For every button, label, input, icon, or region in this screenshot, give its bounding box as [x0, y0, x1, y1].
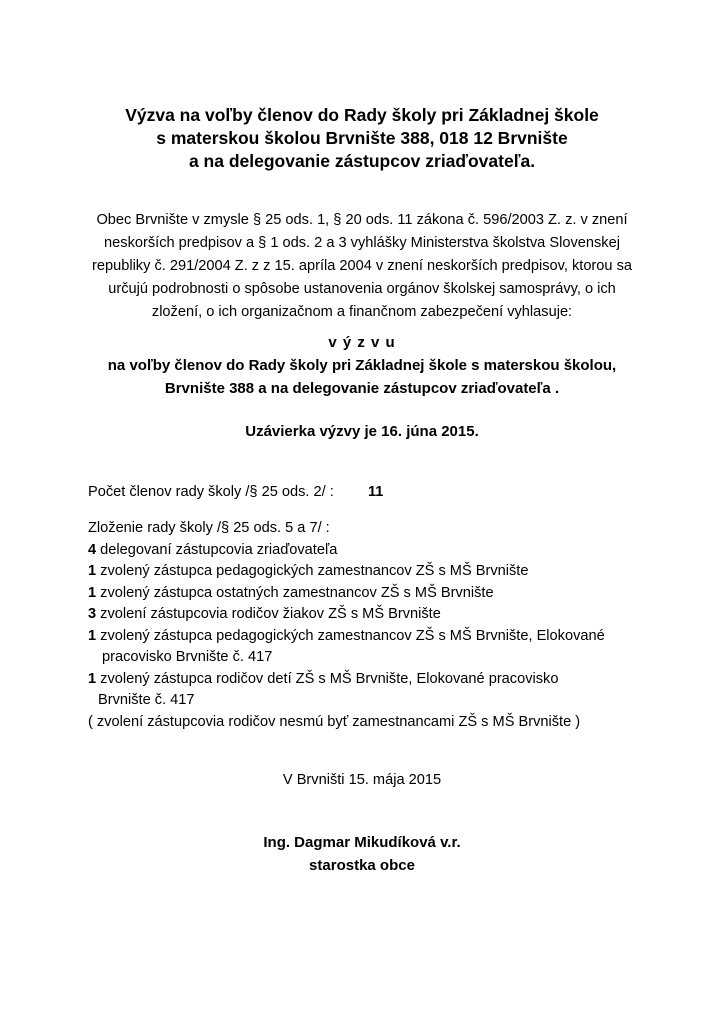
- call-block: [0, 331, 724, 400]
- intro-line: neskorších predpisov a § 1 ods. 2 a 3 vyhlášky Ministerstva školstva Slovenskej: [104, 235, 620, 251]
- composition-item-count: 1: [88, 584, 97, 601]
- composition-item: [88, 626, 605, 648]
- composition-item-count: 1: [88, 670, 97, 687]
- place-date: V Brvništi 15. mája 2015: [282, 772, 442, 788]
- composition-item-continuation: pracovisko Brvnište č. 417: [102, 649, 273, 665]
- member-count-label: Počet členov rady školy /§ 25 ods. 2/ :: [88, 484, 334, 500]
- composition-item-continuation: Brvnište č. 417: [98, 692, 195, 708]
- composition-item-count: 1: [88, 627, 97, 644]
- intro-paragraph: [70, 209, 654, 324]
- document-title: [0, 104, 724, 173]
- composition-item-count: 3: [88, 606, 97, 622]
- composition-item-text: zvolený zástupca ostatných zamestnancov ZŠ s MŠ Brvnište: [96, 584, 494, 601]
- signature-block: [0, 831, 724, 877]
- intro-line: Obec Brvnište v zmysle § 25 ods. 1, § 20 ods. 11 zákona č. 596/2003 Z. z. v znení: [96, 212, 628, 228]
- composition-block: [88, 518, 605, 733]
- composition-item: [88, 604, 605, 626]
- composition-item-text: zvolený zástupca pedagogických zamestnancov ZŠ s MŠ Brvnište: [96, 563, 529, 579]
- composition-item: [88, 669, 605, 691]
- composition-item-text: zvolený zástupca pedagogických zamestnancov ZŠ s MŠ Brvnište, Elokované: [96, 627, 605, 644]
- composition-item: [88, 583, 605, 605]
- title-line-1: Výzva na voľby členov do Rady školy pri Základnej škole: [125, 105, 599, 125]
- member-count-value: 11: [368, 484, 384, 500]
- composition-heading: Zloženie rady školy /§ 25 ods. 5 a 7/ :: [88, 520, 330, 536]
- composition-note: ( zvolení zástupcovia rodičov nesmú byť zamestnancami ZŠ s MŠ Brvnište ): [88, 713, 581, 730]
- composition-item-text: zvolení zástupcovia rodičov žiakov ZŠ s MŠ Brvnište: [96, 606, 441, 622]
- deadline-text: Uzávierka výzvy je 16. júna 2015.: [245, 423, 479, 440]
- signatory-role: starostka obce: [309, 857, 415, 874]
- intro-line: zložení, o ich organizačnom a finančnom zabezpečení vyhlasuje:: [151, 304, 573, 320]
- intro-line: určujú podrobnosti o spôsobe ustanovenia orgánov školskej samosprávy, o ich: [108, 281, 616, 297]
- composition-item-text: zvolený zástupca rodičov detí ZŠ s MŠ Brvnište, Elokované pracovisko: [96, 670, 559, 687]
- call-line-2: Brvnište 388 a na delegovanie zástupcov zriaďovateľa .: [164, 380, 560, 397]
- composition-item-text: delegovaní zástupcovia zriaďovateľa: [96, 541, 338, 558]
- title-line-2: s materskou školou Brvnište 388, 018 12 Brvnište: [156, 128, 568, 148]
- composition-item-count: 1: [88, 563, 97, 579]
- call-line-1: na voľby členov do Rady školy pri Základnej škole s materskou školou,: [107, 357, 617, 374]
- title-line-3: a na delegovanie zástupcov zriaďovateľa.: [188, 151, 536, 171]
- composition-item: [88, 561, 605, 583]
- call-heading: v ý z v u: [328, 334, 396, 351]
- intro-line: republiky č. 291/2004 Z. z z 15. apríla 2004 v znení neskorších predpisov, ktorou sa: [92, 258, 632, 274]
- member-count: [88, 481, 384, 504]
- composition-item-count: 4: [88, 541, 97, 558]
- composition-item: [88, 540, 605, 562]
- signatory-name: Ing. Dagmar Mikudíková v.r.: [263, 834, 461, 851]
